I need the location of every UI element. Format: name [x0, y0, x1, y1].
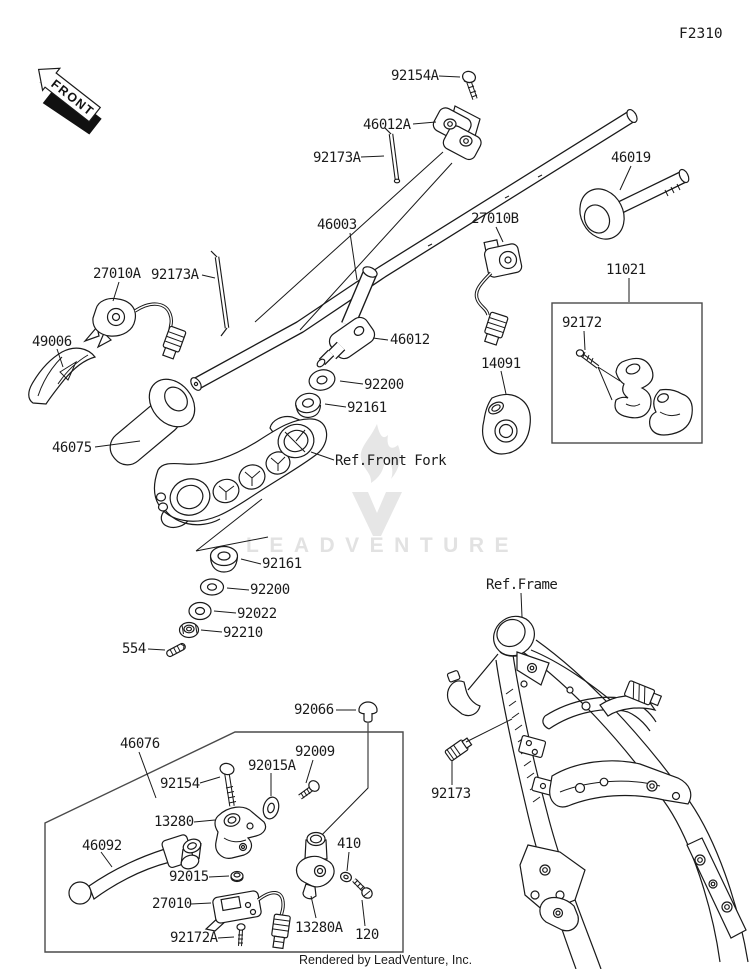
washer-92022-part: [189, 603, 211, 620]
bolt-120-part: [354, 880, 374, 900]
pin-554-part: [166, 642, 187, 657]
part-label-92210: 92210: [223, 625, 263, 641]
ref-label-frame: Ref.Frame: [486, 577, 558, 593]
screw-92009-part: [300, 779, 321, 798]
guard-49006-part: [29, 348, 95, 404]
switch-27010a-part: [85, 298, 186, 359]
sensor-92173-part: [445, 719, 512, 785]
part-label-92009: 92009: [295, 744, 335, 760]
ref-frame-leader: [521, 593, 522, 617]
bolt-92154a-part: [461, 70, 477, 99]
clamp-46012a-part: [431, 105, 484, 162]
label-leader-lines: [57, 76, 631, 938]
triple-clamp-drawing: [155, 417, 327, 532]
cover-14091-part: [483, 394, 531, 454]
leadventure-watermark-logo-icon: [352, 424, 402, 536]
grip-46075-part: [104, 370, 204, 471]
part-label-49006: 49006: [32, 334, 72, 350]
part-label-14091: 14091: [481, 356, 521, 372]
part-label-92066: 92066: [294, 702, 334, 718]
figure-code: F2310: [679, 26, 723, 42]
washer-92200-lower-part: [201, 579, 224, 595]
part-label-92022: 92022: [237, 606, 277, 622]
part-label-13280a: 13280A: [295, 920, 343, 936]
frame-drawing: [447, 608, 748, 969]
switch-27010-part: [206, 890, 290, 949]
part-label-92015a: 92015A: [248, 758, 296, 774]
part-label-92173a-top: 92173A: [313, 150, 361, 166]
footer-credit: Rendered by LeadVenture, Inc.: [299, 953, 473, 967]
part-label-46075: 46075: [52, 440, 92, 456]
holder-clamp-left-part: [615, 358, 653, 417]
front-marker-text: FRONT: [48, 76, 97, 119]
handlebar-46003-drawing: [189, 108, 639, 392]
part-label-92015: 92015: [169, 869, 209, 885]
part-label-92161-lower: 92161: [262, 556, 302, 572]
part-label-92200-lower: 92200: [250, 582, 290, 598]
part-label-46019: 46019: [611, 150, 651, 166]
throttle-46019-part: [571, 168, 690, 247]
cap-92066-leader: [311, 723, 368, 846]
part-label-11021: 11021: [606, 262, 646, 278]
washer-92200-upper-part: [307, 367, 337, 393]
cap-92066-part: [359, 702, 377, 722]
watermark-text: LEADVENTURE: [246, 534, 520, 557]
ref-label-front-fork: Ref.Front Fork: [335, 453, 447, 469]
part-label-92172a: 92172A: [170, 930, 218, 946]
part-label-92154a: 92154A: [391, 68, 439, 84]
sleeve-92161-upper-part: [294, 391, 322, 417]
part-label-46003: 46003: [317, 217, 357, 233]
part-label-92200-upper: 92200: [364, 377, 404, 393]
part-label-120: 120: [355, 927, 379, 943]
rod-92173a-top-part: [385, 128, 400, 183]
part-label-554: 554: [122, 641, 146, 657]
washer-92015a-part: [261, 796, 281, 821]
washer-410-part: [339, 871, 352, 883]
bolt-92154-part: [219, 762, 236, 806]
part-label-13280: 13280: [154, 814, 194, 830]
part-label-46092: 46092: [82, 838, 122, 854]
nut-92210-part: [180, 623, 199, 638]
part-label-27010b: 27010B: [471, 211, 519, 227]
part-label-27010a: 27010A: [93, 266, 141, 282]
bracket-13280-part: [215, 807, 266, 858]
switch-27010b-part: [476, 240, 522, 346]
nut-92015-part: [231, 872, 243, 882]
part-label-92173: 92173: [431, 786, 471, 802]
screw-92172a-part: [237, 924, 245, 946]
part-label-92173a-left: 92173A: [151, 267, 199, 283]
part-label-46076: 46076: [120, 736, 160, 752]
screw-92172-part: [576, 350, 598, 367]
holder-13280a-part: [297, 833, 335, 899]
front-direction-arrow: [24, 58, 110, 137]
part-label-46012a: 46012A: [363, 117, 411, 133]
cap-92161-lower-part: [211, 547, 238, 573]
part-label-92161-upper: 92161: [347, 400, 387, 416]
part-label-92154: 92154: [160, 776, 200, 792]
part-label-46012: 46012: [390, 332, 430, 348]
part-label-27010: 27010: [152, 896, 192, 912]
part-label-92172: 92172: [562, 315, 602, 331]
holder-clamp-right-part: [650, 390, 693, 436]
part-label-410: 410: [337, 836, 361, 852]
part-labels: [32, 68, 651, 946]
rod-92173a-left-part: [211, 251, 227, 336]
